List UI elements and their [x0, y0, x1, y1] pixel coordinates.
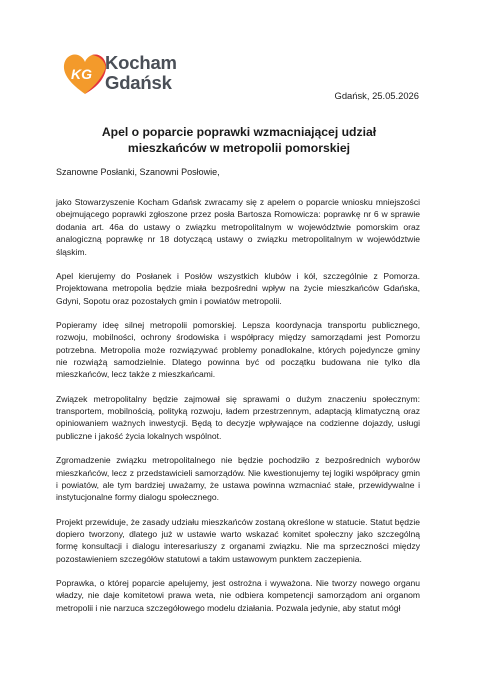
paragraph: Zgromadzenie związku metropolitalnego nie będzie pochodziło z bezpośrednich wyborów mieszkańców, lecz z przedstawicieli samorządów. Nie kwestionujemy tej logiki współpracy gmin i powiatów, ale tym bardziej uważamy, że ustawa powinna wzmacniać stałe, przewidywalne i instytucjonalne formy dialogu społecznego. [56, 455, 420, 503]
paragraph: Popieramy ideę silnej metropolii pomorskiej. Lepsza koordynacja transportu publicznego, rozwoju, mobilności, ochrony środowiska i współpracy między samorządami jest Pomorzu potrzebna. Metropolia może rozwiązywać problemy ponadlokalne, których pojedyncze gminy nie rozwiążą samodzielnie. Dlatego powinna być od początku budowana nie tylko dla mieszkańców, lecz także z mieszkańcami. [56, 319, 420, 380]
salutation: Szanowne Posłanki, Szanowni Posłowie, [56, 167, 220, 177]
logo-monogram: KG [71, 66, 92, 82]
heart-logo-icon [62, 52, 108, 98]
paragraph: Projekt przewiduje, że zasady udziału mieszkańców zostaną określone w statucie. Statut będzie dopiero tworzony, dlatego już w ustawie warto wskazać komitet społeczny jako szczególną formę konsultacji i dialogu interesariuszy z organami związku. Nie ma sprzeczności między pozostawieniem szczegółów statutowi a takim ustawowym punktem zaczepienia. [56, 516, 420, 564]
letter-title: Apel o poparcie poprawki wzmacniającej udział mieszkańców w metropolii pomorskiej [101, 125, 377, 155]
paragraph: jako Stowarzyszenie Kocham Gdańsk zwracamy się z apelem o poparcie wniosku mniejszości obejmującego poprawki zgłoszone przez posła Bartosza Romowicza: poprawkę nr 6 w sprawie dodania art. 46a do ustawy o związku metropolitalnym w województwie pomorskim oraz analogiczną poprawkę nr 18 dotyczącą ustawy o związku metropolitalnym w województwie śląskim. [56, 197, 420, 257]
letter-body [56, 196, 420, 626]
brand-line-1: Kocham [105, 52, 177, 73]
brand-line-2: Gdańsk [105, 72, 172, 93]
paragraph: Apel kierujemy do Posłanek i Posłów wszystkich klubów i kół, szczególnie z Pomorza. Projektowana metropolia będzie miała bezpośredni wpływ na życie mieszkańców Gdańska, Gdyni, Sopotu oraz pozostałych gmin i powiatów metropolii. [56, 270, 420, 306]
letter-date: Gdańsk, 25.05.2026 [334, 90, 419, 101]
paragraph: Poprawka, o której poparcie apelujemy, jest ostrożna i wyważona. Nie tworzy nowego organu władzy, nie daje komitetowi prawa weta, nie odbiera kompetencji samorządom ani organom metropolii i nie narzuca szczegółowego modelu działania. Pozwala jedynie, aby statut mógł [56, 577, 420, 613]
paragraph: Związek metropolitalny będzie zajmował się sprawami o dużym znaczeniu społecznym: transportem, mobilnością, polityką rozwoju, ładem przestrzennym, adaptacją klimatyczną oraz opiniowaniem ważnych inwestycji. Będą to decyzje wpływające na codzienne dojazdy, usługi publiczne i jakość życia lokalnych wspólnot. [56, 393, 420, 441]
kocham-gdansk-logo [62, 52, 182, 100]
